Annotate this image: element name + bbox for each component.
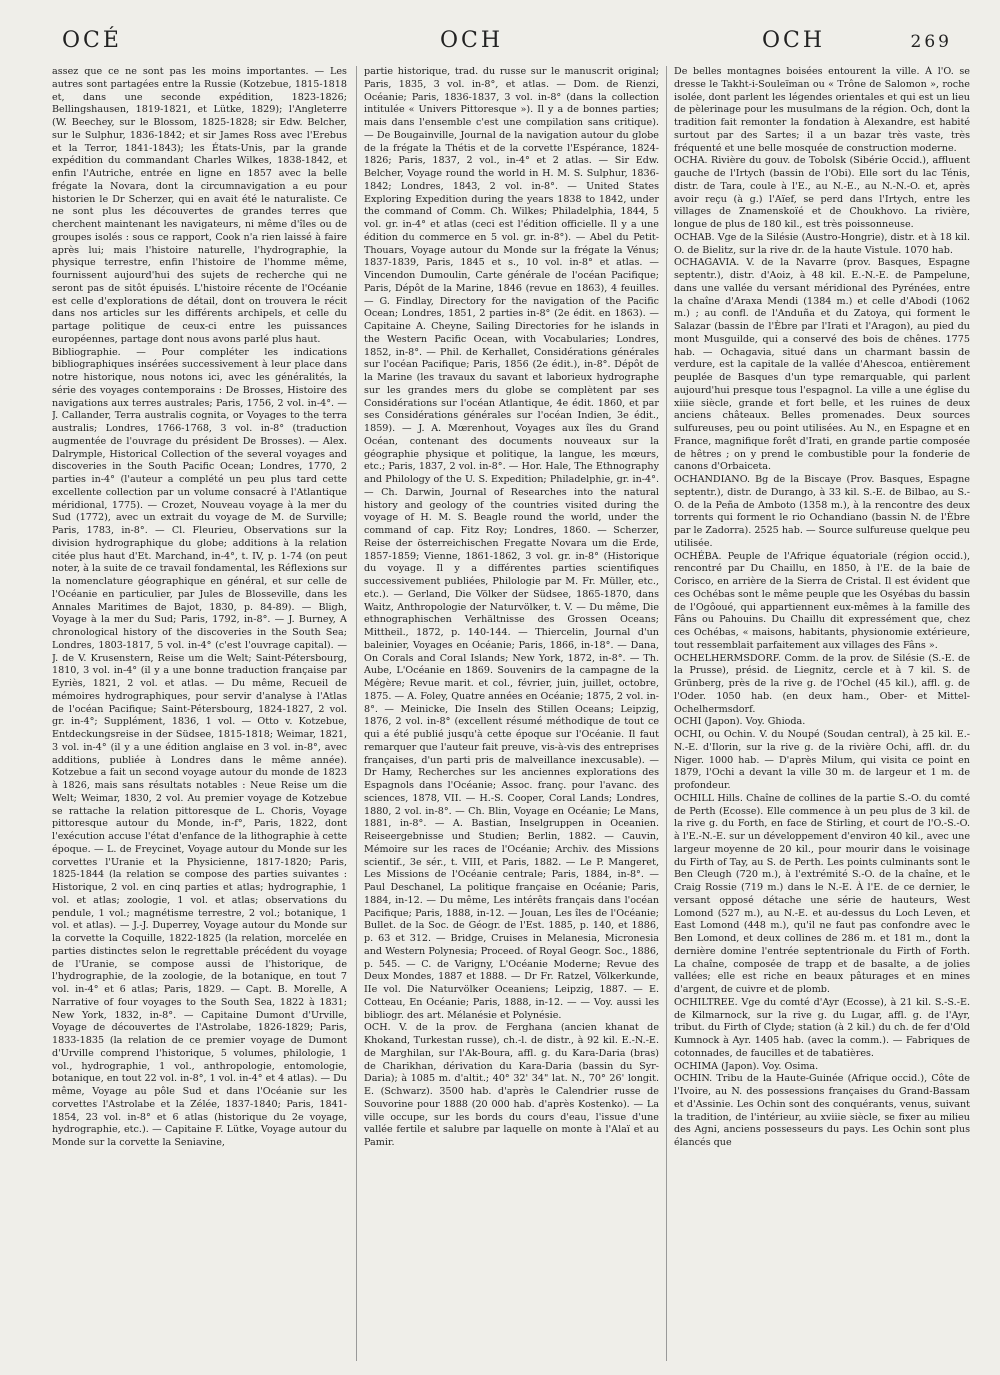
running-head-left: OCÉ [62, 28, 122, 53]
entry-ocha: OCHA. Rivière du gouv. de Tobolsk (Sibérie Occid.), affluent gauche de l'Irtych (bassin de l'Obi). Elle sort du lac Ténis, distr. de Tara, coule à l'E., au N.-E., au N.-N.-O. et, après avoir reçu (à g.) l'Aïef, se perd dans l'Irtych, entre les villages de Znamenskoïé et de Choukhovo. La rivière, longue de plus de 180 kil., est très poissonneuse. [674, 155, 970, 230]
paragraph: OCH. V. de la prov. de Ferghana (ancien khanat de Khokand, Turkestan russe), ch.-l. de distr., à 92 kil. E.-N.-E. de Marghilan, sur l'Ak-Boura, affl. g. du Kara-Daria (bras) de Charikhan, dérivation du Kara-Daria (bassin du Syr-Daria); à 1085 m. d'altit.; 40° 32' 34" lat. N., 70° 26' longit. E. (Schwarz). 3500 hab. d'après le Calendrier russe de Souvorine pour 1888 (20 000 hab. d'après Kostenko). — La ville occupe, sur les bords du cours d'eau, l'issue d'une vallée fertile et salubre par laquelle on monte à l'Alaï et au Pamir. [364, 1022, 659, 1148]
entry-ochill-hills: OCHILL Hills. Chaîne de collines de la partie S.-O. du comté de Perth (Ecosse). Elle commence à un peu plus de 3 kil. de la rive g. du Forth, en face de Stirling, et court de l'O.-S.-O. à l'E.-N.-E. sur un développement d'environ 40 kil., avec une largeur moyenne de 20 kil., pour mourir dans le voisinage du Firth of Tay, au S. de Perth. Les points culminants sont le Ben Cleugh (720 m.), à l'extrémité S.-O. de la chaîne, et le Craig Rossie (719 m.) dans le N.-E. À l'E. de ce dernier, le versant opposé détache une série de hauteurs, West Lomond (527 m.), au N.-E. et au-dessus du Loch Leven, et East Lomond (448 m.), qu'il ne faut pas confondre avec le Ben Lomond, et deux collines de 286 m. et 181 m., dont la dernière domine l'entrée septentrionale du Firth of Forth. La chaîne, composée de trapp et de basalte, a de jolies vallées; elle est riche en beaux pâturages et en mines d'argent, de cuivre et de plomb. [674, 792, 970, 995]
column-divider [666, 66, 667, 1361]
column-left [52, 66, 347, 1361]
entry-ochiltree: OCHILTREE. Vge du comté d'Ayr (Ecosse), à 21 kil. S.-S.-E. de Kilmarnock, sur la rive g. du Lugar, affl. g. de l'Ayr, tribut. du Firth of Clyde; station (à 2 kil.) du ch. de fer d'Old Kumnock à Ayr. 1405 hab. (avec la comm.). — Fabriques de cotonnades, de faucilles et de tabatières. [674, 996, 970, 1059]
entry-ochandiano: OCHANDIANO. Bg de la Biscaye (Prov. Basques, Espagne septentr.), distr. de Durango, à 33 kil. S.-E. de Bilbao, au S.-O. de la Peña de Amboto (1358 m.), à la rencontre des deux torrents qui forment le rio Ochandiano (bassin N. de l'Èbre par le Zadorra). 2525 hab. — Source sulfureuse quelque peu utilisée. [674, 474, 970, 549]
entry-ochin: OCHIN. Tribu de la Haute-Guinée (Afrique occid.), Côte de l'Ivoire, au N. des possessions françaises du Grand-Bassam et d'Assinie. Les Ochin sont des conquérants, venus, suivant la tradition, de l'intérieur, au xviiie siècle, se fixer au milieu des Agni, anciens possesseurs du pays. Les Ochin sont plus élancés que [674, 1073, 970, 1148]
column-divider [356, 66, 357, 1361]
entry-ochi: OCHI, ou Ochin. V. du Noupé (Soudan central), à 25 kil. E.-N.-E. d'Ilorin, sur la rive g. de la rivière Ochi, affl. dr. du Niger. 1000 hab. — D'après Milum, qui visita ce point en 1879, l'Ochi a devant la ville 30 m. de largeur et 1 m. de profondeur. [674, 729, 970, 791]
entry-ochelhermsdorf: OCHELHERMSDORF. Comm. de la prov. de Silésie (S.-E. de la Prusse), présid. de Liegnitz, cercle et à 7 kil. S. de Grünberg, près de la rive g. de l'Ochel (45 kil.), affl. g. de l'Oder. 1050 hab. (en deux ham., Ober- et Mittel-Ochelhermsdorf. [674, 652, 970, 715]
running-head-center: OCH [440, 28, 504, 53]
column-right [674, 66, 970, 1361]
paragraph: assez que ce ne sont pas les moins importantes. — Les autres sont partagées entre la Russie (Kotzebue, 1815-1818 et, dans une seconde expédition, 1823-1826; Bellingshausen, 1819-1821, et Lütke, 1829); l'Angleterre (W. Beechey, sur le Blossom, 1825-1828; sir Edw. Belcher, sur le Sulphur, 1836-1842; et sir James Ross avec l'Erebus et la Terror, 1841-1843); les États-Unis, par la grande expédition du commandant Charles Wilkes, 1838-1842, et enfin l'Autriche, entrée en ligne en 1857 avec la belle frégate la Novara, dont la circumnavigation a eu pour historien le Dr Scherzer, qui en avait été le naturaliste. Ce ne sont plus les découvertes de grandes terres que cherchent maintenant les navigateurs, ni même d'îles ou de groupes isolés : sous ce rapport, Cook n'a rien laissé à faire après lui; mais l'histoire naturelle, l'hydrographie, la physique terrestre, enfin l'histoire de l'homme même, fournissent aujourd'hui des sujets de recherche qui ne seront pas de sitôt épuisés. L'histoire récente de l'Océanie est celle d'explorations de détail, dont on trouvera le récit dans nos articles sur les différents archipels, et celle du partage politique de ceux-ci entre les puissances européennes, partage dont nous avons parlé plus haut. [52, 66, 347, 345]
running-head-right: OCH [762, 28, 826, 53]
entry-ochima: OCHIMA (Japon). Voy. Osima. [674, 1060, 819, 1072]
running-head [50, 28, 960, 64]
text-columns [52, 66, 972, 1366]
entry-ochab: OCHAB. Vge de la Silésie (Austro-Hongrie), distr. et à 18 kil. O. de Bielitz, sur la rive dr. de la haute Vistule. 1070 hab. [674, 231, 970, 256]
entry-ochagavia: OCHAGAVIA. V. de la Navarre (prov. Basques, Espagne septentr.), distr. d'Aoiz, à 48 kil. E.-N.-E. de Pampelune, dans une vallée du versant méridional des Pyrénées, entre la chaîne d'Araxa Mendi (1384 m.) et celle d'Abodi (1062 m.) ; au confl. de l'Anduña et du Zatoya, qui forment le Salazar (bassin de l'Èbre par l'Irati et l'Aragon), au pied du mont Musguilde, qui a conservé des bois de chênes. 1775 hab. — Ochagavia, situé dans un charmant bassin de verdure, est la capitale de la vallée d'Ahescoa, entièrement peuplée de Basques d'un type remarquable, qui parlent aujourd'hui presque tous l'espagnol. La ville a une église du xiiie siècle, grande et fort belle, et les ruines de deux anciens châteaux. Belles promenades. Deux sources sulfureuses, peu ou point utilisées. Au N., en Espagne et en France, magnifique forêt d'Irati, en grande partie composée de hêtres ; on y prend le combustible pour la fonderie de canons d'Orbaiceta. [674, 257, 970, 473]
entry-ochi-japon: OCHI (Japon). Voy. Ghioda. [674, 716, 806, 728]
paragraph: partie historique, trad. du russe sur le manuscrit original; Paris, 1835, 3 vol. in-8°, et atlas. — Dom. de Rienzi, Océanie; Paris, 1836-1837, 3 vol. in-8° (dans la collection intitulée « Univers Pittoresque »). Il y a de bonnes parties; mais dans l'ensemble c'est une compilation sans critique). — De Bougainville, Journal de la navigation autour du globe de la frégate la Thétis et de la corvette l'Espérance, 1824-1826; Paris, 1837, 2 vol., in-4° et 2 atlas. — Sir Edw. Belcher, Voyage round the world in H. M. S. Sulphur, 1836-1842; Londres, 1843, 2 vol. in-8°. — United States Exploring Expedition during the years 1838 to 1842, under the command of Comm. Ch. Wilkes; Philadelphia, 1844, 5 vol. gr. in-4° et atlas (ceci est l'édition officielle. Il y a une édition du commerce en 5 vol. gr. in-8°). — Abel du Petit-Thouars, Voyage autour du Monde sur la frégate la Vénus; 1837-1839, Paris, 1845 et s., 10 vol. in-8° et atlas. — Vincendon Dumoulin, Carte générale de l'océan Pacifique; Paris, Dépôt de la Marine, 1846 (revue en 1863), 4 feuilles. — G. Findlay, Directory for the navigation of the Pacific Ocean; Londres, 1851, 2 parties in-8° (2e édit. en 1863). — Capitaine A. Cheyne, Sailing Directories for he islands in the Western Pacific Ocean, with Vocabularies; Londres, 1852, in-8°. — Phil. de Kerhallet, Considérations générales sur l'océan Pacifique; Paris, 1856 (2e édit.), in-8°. Dépôt de la Marine (les travaux du savant et laborieux hydrographe sur les grandes mers du globe se complètent par ses Considérations sur l'océan Atlantique, 4e édit. 1860, et par ses Considérations générales sur l'océan Indien, 3e édit., 1859). — J. A. Mœrenhout, Voyages aux îles du Grand Océan, contenant des documents nouveaux sur la géographie physique et politique, la langue, les mœurs, etc.; Paris, 1837, 2 vol. in-8°. — Hor. Hale, The Ethnography and Philology of the U. S. Expedition; Philadelphie, gr. in-4°. — Ch. Darwin, Journal of Researches into the natural history and geology of the countries visited during the voyage of H. M. S. Beagle round the world, under the command of cap. Fitz Roy; Londres, 1860. — Scherzer, Reise der österreichischen Fregatte Novara um die Erde, 1857-1859; Vienne, 1861-1862, 3 vol. gr. in-8° (Historique du voyage. Il y a différentes parties scientifiques successivement publiées, Philologie par M. Fr. Müller, etc., etc.). — Gerland, Die Völker der Südsee, 1865-1870, dans Waitz, Anthropologie der Naturvölker, t. V. — Du même, Die ethnographischen Verhältnisse des Grossen Oceans; Mittheil., 1872, p. 140-144. — Thiercelin, Journal d'un baleinier, Voyages en Océanie; Paris, 1866, in-18°. — Dana, On Corals and Coral Islands; New York, 1872, in-8°. — Th. Aube, L'Océanie en 1869. Souvenirs de la campagne de la Mégère; Revue marit. et col., février, juin, juillet, octobre, 1875. — A. Foley, Quatre années en Océanie; 1875, 2 vol. in-8°. — Meinicke, Die Inseln des Stillen Oceans; Leipzig, 1876, 2 vol. in-8° (excellent résumé méthodique de tout ce qui a été publié jusqu'à cette époque sur l'Océanie. Il faut remarquer que l'auteur fait preuve, vis-à-vis des entreprises françaises, d'un parti pris de malveillance inexcusable). — Dr Hamy, Recherches sur les anciennes explorations des Espagnols dans l'Océanie; Assoc. franç. pour l'avanc. des sciences, 1878, VII. — H.-S. Cooper, Coral Lands; Londres, 1880, 2 vol. in-8°. — Ch. Blin, Voyage en Océanie; Le Mans, 1881, in-8°. — A. Bastian, Inselgruppen in Oceanien. Reiseergebnisse und Studien; Berlin, 1882. — Cauvin, Mémoire sur les races de l'Océanie; Archiv. des Missions scientif., 3e sér., t. VIII, et Paris, 1882. — Le P. Mangeret, Les Missions de l'Océanie centrale; Paris, 1884, in-8°. — Paul Deschanel, La politique française en Océanie; Paris, 1884, in-12. — Du même, Les intérêts français dans l'océan Pacifique; Paris, 1888, in-12. — Jouan, Les îles de l'Océanie; Bullet. de la Soc. de Géogr. de l'Est. 1885, p. 140, et 1886, p. 63 et 312. — Bridge, Cruises in Melanesia, Micronesia and Western Polynesia; Proceed. of Royal Geogr. Soc., 1886, p. 545. — C. de Varigny, L'Océanie Moderne; Revue des Deux Mondes, 1887 et 1888. — Dr Fr. Ratzel, Völkerkunde, IIe vol. Die Naturvölker Oceaniens; Leipzig, 1887. — E. Cotteau, En Océanie; Paris, 1888, in-12. — — Voy. aussi les bibliogr. des art. Mélanésie et Polynésie. [364, 66, 659, 1021]
page-number: 269 [910, 32, 952, 52]
entry-ocheba: OCHÉBA. Peuple de l'Afrique équatoriale (région occid.), rencontré par Du Chaillu, en 1850, à l'E. de la baie de Corisco, en arrière de la Sierra de Cristal. Il est évident que ces Ochébas sont le même peuple que les Osyébas du bassin de l'Ogôoué, qui appartiennent eux-mêmes à la famille des Fâns ou Pahouins. Du Chaillu dit expressément que, chez ces Ochébas, « maisons, habitants, physionomie extérieure, tout ressemblait parfaitement aux villages des Fâns ». [674, 550, 970, 651]
column-middle [364, 66, 659, 1361]
paragraph: Bibliographie. — Pour compléter les indications bibliographiques insérées successivement à leur place dans notre historique, nous notons ici, avec les généralités, la série des voyages contemporains : De Brosses, Histoire des navigations aux terres australes; Paris, 1756, 2 vol. in-4°. — J. Callander, Terra australis cognita, or Voyages to the terra australis; Londres, 1766-1768, 3 vol. in-8° (traduction augmentée de l'ouvrage du président De Brosses). — Alex. Dalrymple, Historical Collection of the several voyages and discoveries in the South Pacific Ocean; Londres, 1770, 2 parties in-4° (l'auteur a complété un peu plus tard cette excellente collection par un volume consacré à l'Atlantique méridional, 1775). — Crozet, Nouveau voyage à la mer du Sud (1772), avec un extrait du voyage de M. de Surville; Paris, 1783, in-8°. — Cl. Fleurieu, Observations sur la division hydrographique du globe; additions à la relation citée plus haut d'Et. Marchand, in-4°, t. IV, p. 1-74 (on peut noter, à la suite de ce travail fondamental, les Réflexions sur la nomenclature géographique en général, et sur celle de l'Océanie en particulier, par Jules de Blosseville, dans les Annales Maritimes de Bajot, 1830, p. 84-89). — Bligh, Voyage à la mer du Sud; Paris, 1792, in-8°. — J. Burney, A chronological history of the discoveries in the South Sea; Londres, 1803-1817, 5 vol. in-4° (c'est l'ouvrage capital). — J. de V. Krusenstern, Reise um die Welt; Saint-Pétersbourg, 1810, 3 vol. in-4° (il y a une bonne traduction française par Eyriès, 1821, 2 vol. et atlas. — Du même, Recueil de mémoires hydrographiques, pour servir d'analyse à l'Atlas de l'océan Pacifique; Saint-Pétersbourg, 1824-1827, 2 vol. gr. in-4°; Supplément, 1836, 1 vol. — Otto v. Kotzebue, Entdeckungsreise in der Südsee, 1815-1818; Weimar, 1821, 3 vol. in-4° (il y a une édition anglaise en 3 vol. in-8°, avec additions, publiée à Londres dans le même année). Kotzebue a fait un second voyage autour du monde de 1823 à 1826, mais sans résultats notables : Neue Reise um die Welt; Weimar, 1830, 2 vol. Au premier voyage de Kotzebue se rattache la relation pittoresque de L. Choris, Voyage pittoresque autour du Monde, in-f°, Paris, 1822, dont l'exécution accuse l'état d'enfance de la lithographie à cette époque. — L. de Freycinet, Voyage autour du Monde sur les corvettes l'Uranie et la Physicienne, 1817-1820; Paris, 1825-1844 (la relation se compose des parties suivantes : Historique, 2 vol. en cinq parties et atlas; hydrographie, 1 vol. et atlas; zoologie, 1 vol. et atlas; observations du pendule, 1 vol.; magnétisme terrestre, 2 vol.; botanique, 1 vol. et atlas). — J.-J. Duperrey, Voyage autour du Monde sur la corvette la Coquille, 1822-1825 (la relation, morcelée en parties distinctes selon le regrettable précédent du voyage de l'Uranie, se compose aussi de l'historique, de l'hydrographie, de la zoologie, de la botanique, en tout 7 vol. in-4° et 6 atlas; Paris, 1829. — Capt. B. Morelle, A Narrative of four voyages to the South Sea, 1822 à 1831; New York, 1832, in-8°. — Capitaine Dumont d'Urville, Voyage de découvertes de l'Astrolabe, 1826-1829; Paris, 1833-1835 (la relation de ce premier voyage de Dumont d'Urville comprend l'historique, 5 volumes, philologie, 1 vol., hydrographie, 1 vol., anthropologie, entomologie, botanique, en tout 22 vol. in-8°, 1 vol. in-4° et 4 atlas). — Du même, Voyage au pôle Sud et dans l'Océanie sur les corvettes l'Astrolabe et la Zélée, 1837-1840; Paris, 1841-1854, 23 vol. in-8° et 6 atlas (historique du 2e voyage, hydrographie, etc.). — Capitaine F. Lütke, Voyage autour du Monde sur la corvette la Seniavine, [52, 346, 347, 1148]
paragraph: De belles montagnes boisées entourent la ville. À l'O. se dresse le Takht-i-Souleïman ou « Trône de Salomon », roche isolée, dont parlent les légendes orientales et qui est un lieu de pèlerinage pour les musulmans de la région. Och, dont la tradition fait remonter la fondation à Alexandre, est habité surtout par des Sartes; il a un bazar très vaste, très fréquenté et une belle mosquée de construction moderne. [674, 66, 970, 154]
